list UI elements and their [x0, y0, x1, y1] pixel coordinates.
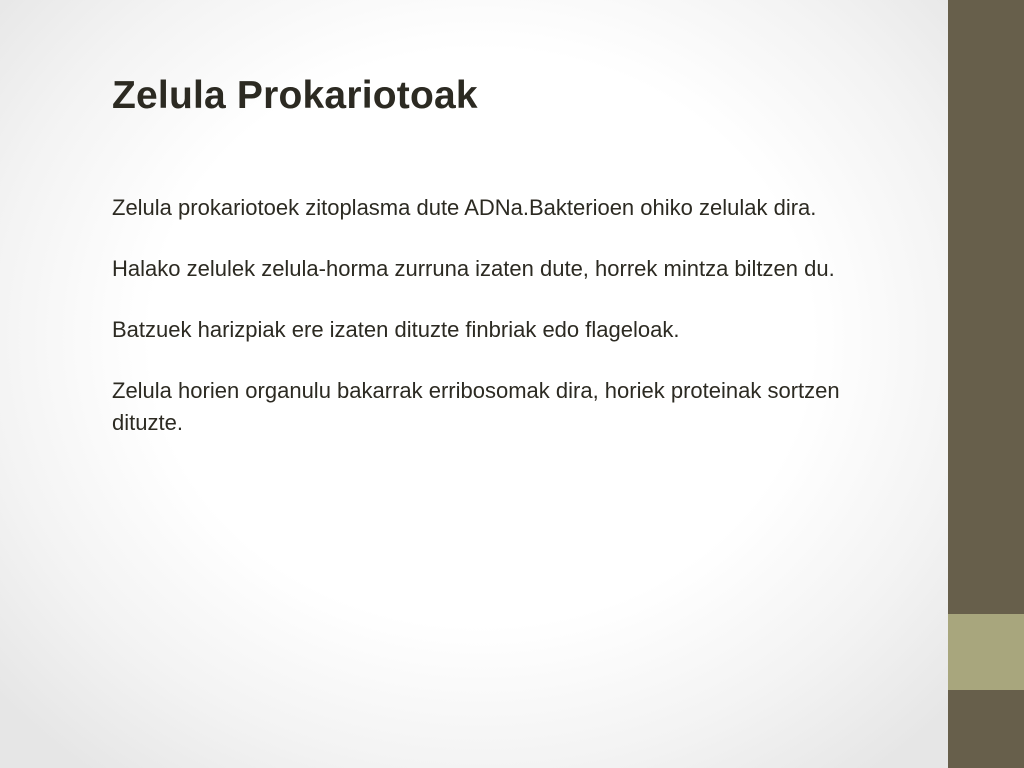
body-paragraph-2: Halako zelulek zelula-horma zurruna izaten dute, horrek mintza biltzen du.	[112, 256, 835, 281]
body-paragraph-1: Zelula prokariotoek zitoplasma dute ADNa.Bakterioen ohiko zelulak dira.	[112, 195, 817, 220]
slide-body	[112, 192, 912, 468]
body-paragraph-3: Batzuek harizpiak ere izaten dituzte finbriak edo flageloak.	[112, 317, 680, 342]
body-paragraph-4: Zelula horien organulu bakarrak erribosomak dira, horiek proteinak sortzen dituzte.	[112, 378, 840, 435]
decorative-accent-block	[948, 614, 1024, 690]
slide-title: Zelula Prokariotoak	[112, 74, 478, 117]
